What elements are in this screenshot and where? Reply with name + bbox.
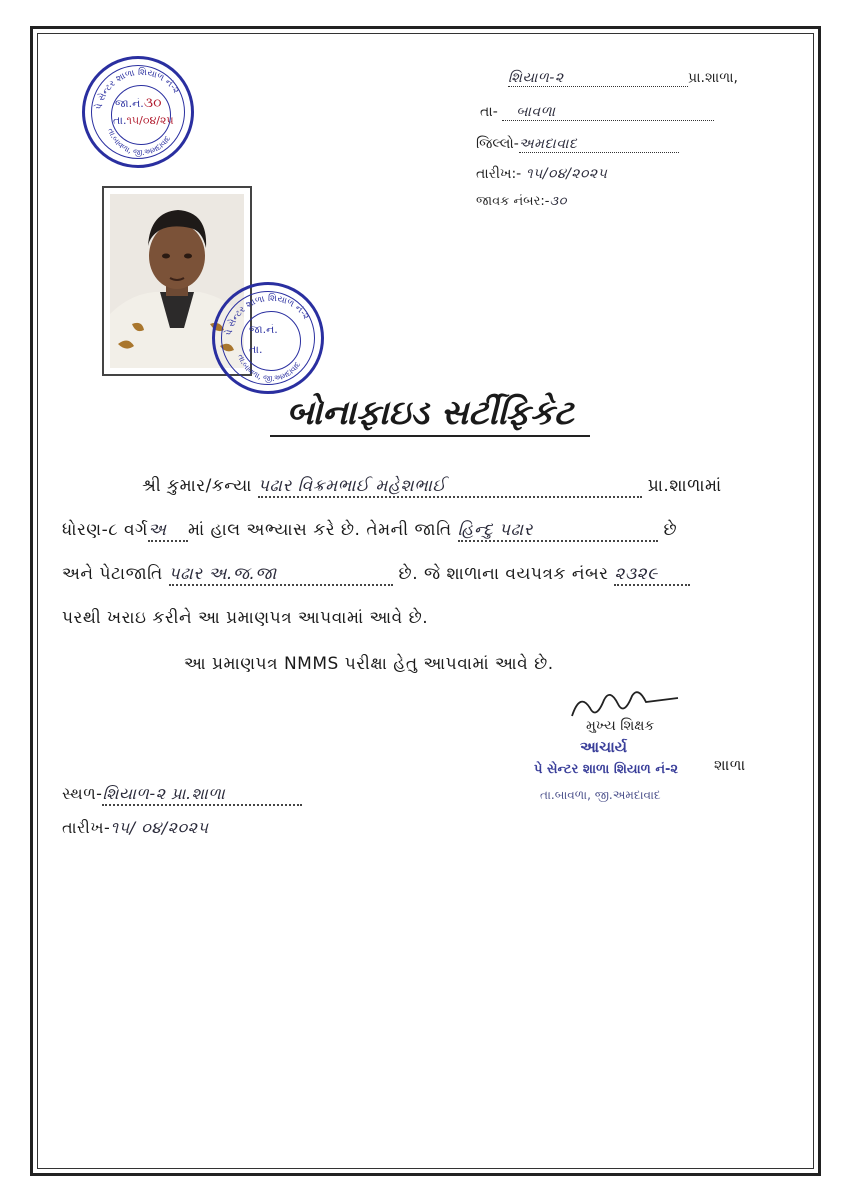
body-line-3: અને પેટાજાતિ પઢાર અ.જ.જા છે. જે શાળાના વયપત્રક નંબર ૨૩૨૯ [62,564,690,586]
school-stamp-line: પે સેન્ટર શાળા શિયાળ નં-૨ [534,762,679,777]
svg-text:તા.બાવળા, જી.અમદાવાદ [236,353,303,383]
svg-text:તા.બાવળા, જી.અમદાવાદ [106,127,173,157]
stamp-line1: જા.નં. [249,323,278,336]
signature-role: મુખ્ય શિક્ષક [586,718,655,734]
place-line: સ્થળ-શિયાળ-૨ પ્રા.શાળા [62,784,302,806]
taluka-line: તા- બાવળા [480,104,714,121]
footer-date-value: ૧૫/ ૦૪/૨૦૨૫ [110,818,209,837]
stamp-line2: તા.૧૫/૦૪/૨૫ [113,114,174,127]
register-value: ૨૩૨૯ [614,564,658,584]
body-line-5: આ પ્રમાણપત્ર NMMS પરીક્ષા હેતુ આપવામાં આવે છે. [184,654,554,674]
school-name-line: શિયાળ-૨ પ્રા.શાળા, [508,70,738,86]
caste-value: હિન્દુ પઢાર [457,520,533,540]
body-line-4: પરથી ખરાઇ કરીને આ પ્રમાણપત્ર આપવામાં આવે છે. [62,608,429,628]
stamp-line1: જા.નં.૩૦ [115,95,162,111]
stamp-bottom-text: તા.બાવળા, જી.અમદાવાદ [236,353,303,384]
stamp-outer-text: પે સેન્ટર શાળા શિયાળ નં-૨ [224,293,311,337]
school-stamp-top [82,56,194,168]
district-line: જિલ્લો-અમદાવાદ [476,136,679,153]
stamp-arc-text [215,285,327,397]
principal-stamp: આચાર્ય [580,738,628,756]
place-value: શિયાળ-૨ પ્રા.શાળા [102,784,226,803]
outward-number-line: જાવક નંબર:-૩૦ [476,194,567,209]
body-line-1: શ્રી કુમાર/કન્યા પઢાર વિક્રમભાઈ મહેશભાઈ પ્રા.શાળામાં [142,476,722,496]
school-stamp-photo [212,282,324,394]
school-suffix: શાળા [714,756,746,774]
stamp-line2: તા. [249,343,263,356]
class-value: અ [147,520,167,540]
school-address-stamp: તા.બાવળા, જી.અમદાવાદ [540,788,661,802]
date-line: તારીખ:- ૧૫/૦૪/૨૦૨૫ [476,166,608,182]
stamp-bottom-text: તા.બાવળા, જી.અમદાવાદ [106,127,173,158]
footer-date-line: તારીખ-૧૫/ ૦૪/૨૦૨૫ [62,818,209,837]
student-name: પઢાર વિક્રમભાઈ મહેશભાઈ [257,476,446,496]
certificate-title: બોનાફાઇડ સર્ટીફિકેટ [270,393,590,437]
subcaste-value: પઢાર અ.જ.જા [168,564,277,584]
body-line-2: ધોરણ-૮ વર્ગઅ માં હાલ અભ્યાસ કરે છે. તેમની જાતિ હિન્દુ પઢાર છે [62,520,678,540]
stamp-outer-text: પે સેન્ટર શાળા શિયાળ નં-૨ [94,67,181,111]
